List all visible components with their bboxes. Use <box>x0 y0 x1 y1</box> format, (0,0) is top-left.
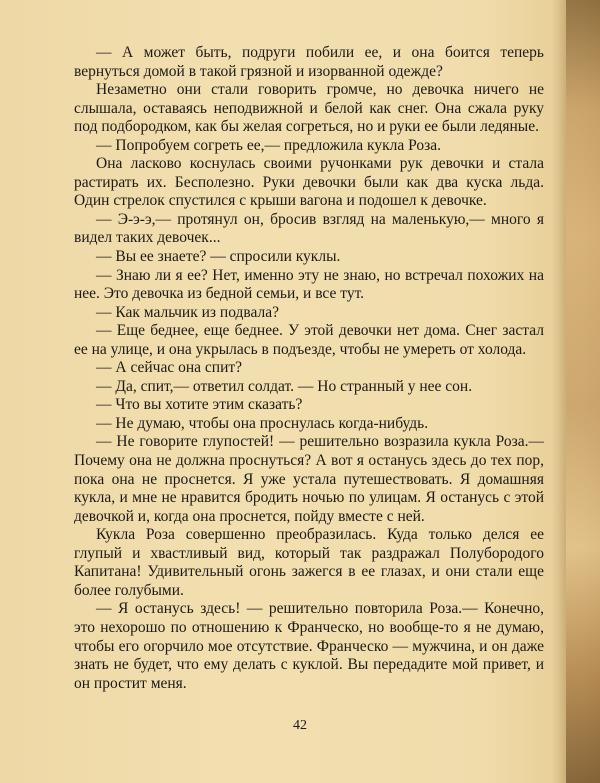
page-gutter-shadow <box>552 0 566 783</box>
paragraph-3: — Попробуем согреть ее,— предложила кукла Роза. <box>96 136 442 154</box>
paragraph-5: — Э-э-э,— протянул он, бросив взгляд на маленькую,— много я видел таких девочек... <box>74 210 544 247</box>
page-text <box>74 44 544 693</box>
paragraph-14: — Не говорите глупостей! — решительно возразила кукла Роза.— Почему она не должна проснуться? А вот я останусь здесь до тех пор, пока она не проснется. Я уже устала путешествовать. Я домашняя кукла, и мне не нравится бродить ночью по улицам. Я останусь с этой девочкой и, когда она проснется, пойду вместе с ней. <box>74 433 544 525</box>
paragraph-8: — Как мальчик из подвала? <box>96 303 280 321</box>
paragraph-2: Незаметно они стали говорить громче, но девочка ничего не слышала, оставаясь неподвижной и белой как снег. Она сжала руку под подбородком, как бы желая согреться, но и руки ее были ледяные. <box>74 81 544 136</box>
paragraph-9: — Еще беднее, еще беднее. У этой девочки нет дома. Снег застал ее на улице, и она укрылась в подъезде, чтобы не умереть от холода. <box>74 322 544 358</box>
page-number: 42 <box>293 718 307 733</box>
paragraph-15: Кукла Роза совершенно преобразилась. Куда только делся ее глупый и хвастливый вид, который так раздражал Полубородого Капитана! Удивительный огонь зажегся в ее глазах, и они стали еще более голубыми. <box>74 526 544 599</box>
paragraph-4: Она ласково коснулась своими ручонками рук девочки и стала растирать их. Бесполезно. Руки девочки были как два куска льда. Один стрелок спустился с крыши вагона и подошел к девочке. <box>74 155 544 210</box>
paragraph-10: — А сейчас она спит? <box>96 359 243 377</box>
paragraph-6: — Вы ее знаете? — спросили куклы. <box>96 248 341 266</box>
paragraph-1: — А может быть, подруги побили ее, и она боится теперь вернуться домой в такой грязной и изорванной одежде? <box>74 44 544 80</box>
book-edge <box>566 0 600 783</box>
paragraph-13: — Не думаю, чтобы она проснулась когда-нибудь. <box>96 414 429 432</box>
paragraph-16: — Я останусь здесь! — решительно повторила Роза.— Конечно, это нехорошо по отношению к Франческо, но вообще-то я не думаю, чтобы его огорчило мое отсутствие. Франческо — мужчина, и он даже знать не будет, что ему делать с куклой. Вы передадите мой привет, и он простит меня. <box>74 600 544 692</box>
paragraph-12: — Что вы хотите этим сказать? <box>96 396 303 414</box>
paragraph-11: — Да, спит,— ответил солдат. — Но странный у нее сон. <box>96 377 473 395</box>
paragraph-7: — Знаю ли я ее? Нет, именно эту не знаю, но встречал похожих на нее. Это девочка из бедной семьи, и все тут. <box>74 266 544 303</box>
